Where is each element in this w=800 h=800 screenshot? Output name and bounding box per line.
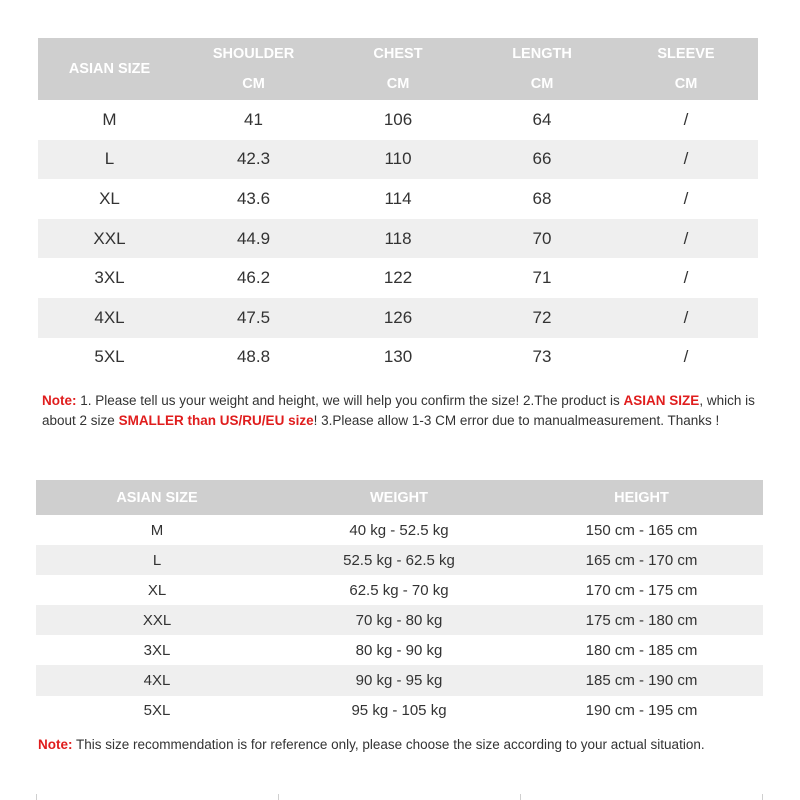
header-asian-size: ASIAN SIZE xyxy=(116,489,198,506)
height-cell: 180 cm - 185 cm xyxy=(585,641,698,659)
table-row xyxy=(36,545,763,575)
sleeve-cell: / xyxy=(683,228,689,248)
weight-height-table xyxy=(36,480,763,726)
table-row xyxy=(36,635,763,665)
length-cell: 71 xyxy=(532,268,552,288)
column-divider-tick xyxy=(278,794,279,800)
table-row xyxy=(38,258,758,298)
chest-cell: 130 xyxy=(383,347,413,367)
header-weight: WEIGHT xyxy=(370,489,428,506)
size-cell: 3XL xyxy=(143,641,171,659)
table-row xyxy=(36,575,763,605)
shoulder-cell: 43.6 xyxy=(236,188,271,208)
shoulder-cell: 46.2 xyxy=(236,268,271,288)
chest-cell: 106 xyxy=(383,109,413,129)
note-label: Note: xyxy=(38,737,73,752)
size-table-header xyxy=(38,38,758,100)
header-asian-size: ASIAN SIZE xyxy=(68,61,151,77)
sleeve-cell: / xyxy=(683,268,689,288)
shoulder-cell: 48.8 xyxy=(236,347,271,367)
shoulder-cell: 42.3 xyxy=(236,149,271,169)
height-cell: 175 cm - 180 cm xyxy=(585,611,698,629)
length-cell: 72 xyxy=(532,307,552,327)
weight-cell: 80 kg - 90 kg xyxy=(355,641,443,659)
chest-cell: 118 xyxy=(384,228,412,248)
length-cell: 68 xyxy=(532,188,552,208)
table-row xyxy=(38,140,758,180)
size-cell: XXL xyxy=(142,611,172,629)
table-row xyxy=(38,338,758,378)
table-row xyxy=(36,665,763,695)
size-cell: 5XL xyxy=(143,702,171,720)
note-text: , which is about 2 size xyxy=(42,393,755,428)
weight-cell: 95 kg - 105 kg xyxy=(351,702,447,720)
weight-cell: 70 kg - 80 kg xyxy=(355,611,443,629)
size-cell: L xyxy=(152,551,162,569)
table-row xyxy=(38,179,758,219)
length-cell: 73 xyxy=(532,347,552,367)
note-label: Note: xyxy=(42,393,77,408)
shoulder-cell: 44.9 xyxy=(236,228,271,248)
header-chest: CHEST CM xyxy=(373,46,423,92)
table-row xyxy=(36,605,763,635)
sleeve-cell: / xyxy=(683,149,689,169)
size-cell: XL xyxy=(147,581,167,599)
shoulder-cell: 41 xyxy=(244,109,263,129)
length-cell: 70 xyxy=(532,228,552,248)
shoulder-cell: 47.5 xyxy=(236,307,271,327)
chest-cell: 126 xyxy=(383,307,413,327)
table-row xyxy=(36,515,763,545)
size-cell: 4XL xyxy=(94,307,125,327)
weight-cell: 90 kg - 95 kg xyxy=(355,672,443,690)
size-note xyxy=(42,391,758,430)
height-cell: 190 cm - 195 cm xyxy=(585,702,698,720)
length-cell: 66 xyxy=(532,149,552,169)
size-cell: 5XL xyxy=(94,347,125,367)
header-length: LENGTH CM xyxy=(512,46,572,92)
header-sleeve: SLEEVE CM xyxy=(657,46,715,92)
column-divider-tick xyxy=(520,794,521,800)
size-cell: XL xyxy=(99,188,120,208)
table-row xyxy=(38,100,758,140)
sleeve-cell: / xyxy=(683,307,689,327)
size-cell: XXL xyxy=(93,228,126,248)
note-text: 1. Please tell us your weight and height, we will help you confirm the size! 2.The product is xyxy=(76,393,624,408)
header-shoulder: SHOULDER CM xyxy=(212,46,295,92)
recommendation-note xyxy=(38,735,758,755)
size-cell: 4XL xyxy=(143,672,171,690)
size-measurement-table xyxy=(38,38,758,377)
height-cell: 165 cm - 170 cm xyxy=(585,551,698,569)
note-highlight-smaller: SMALLER than US/RU/EU size xyxy=(118,412,314,428)
table-row xyxy=(38,298,758,338)
weight-table-header xyxy=(36,480,763,515)
chest-cell: 114 xyxy=(384,188,412,208)
height-cell: 150 cm - 165 cm xyxy=(585,521,698,539)
table-row xyxy=(36,696,763,726)
size-cell: L xyxy=(104,149,115,169)
height-cell: 170 cm - 175 cm xyxy=(585,581,698,599)
note-text: This size recommendation is for reference only, please choose the size according to your actual situation. xyxy=(72,737,705,752)
weight-cell: 40 kg - 52.5 kg xyxy=(349,521,449,539)
sleeve-cell: / xyxy=(683,347,689,367)
sleeve-cell: / xyxy=(683,109,689,129)
note-highlight-asian-size: ASIAN SIZE xyxy=(623,393,700,408)
column-divider-tick xyxy=(762,794,763,800)
height-cell: 185 cm - 190 cm xyxy=(585,672,698,690)
chest-cell: 122 xyxy=(383,268,413,288)
column-divider-tick xyxy=(36,794,37,800)
header-height: HEIGHT xyxy=(614,489,669,506)
length-cell: 64 xyxy=(532,109,552,129)
weight-cell: 62.5 kg - 70 kg xyxy=(349,581,449,599)
note-text: ! 3.Please allow 1-3 CM error due to manualmeasurement. Thanks ! xyxy=(313,412,720,428)
size-cell: M xyxy=(102,109,117,129)
chest-cell: 110 xyxy=(384,149,412,169)
size-cell: M xyxy=(150,521,164,539)
size-cell: 3XL xyxy=(94,268,125,288)
weight-cell: 52.5 kg - 62.5 kg xyxy=(343,551,455,569)
sleeve-cell: / xyxy=(683,188,689,208)
table-row xyxy=(38,219,758,259)
